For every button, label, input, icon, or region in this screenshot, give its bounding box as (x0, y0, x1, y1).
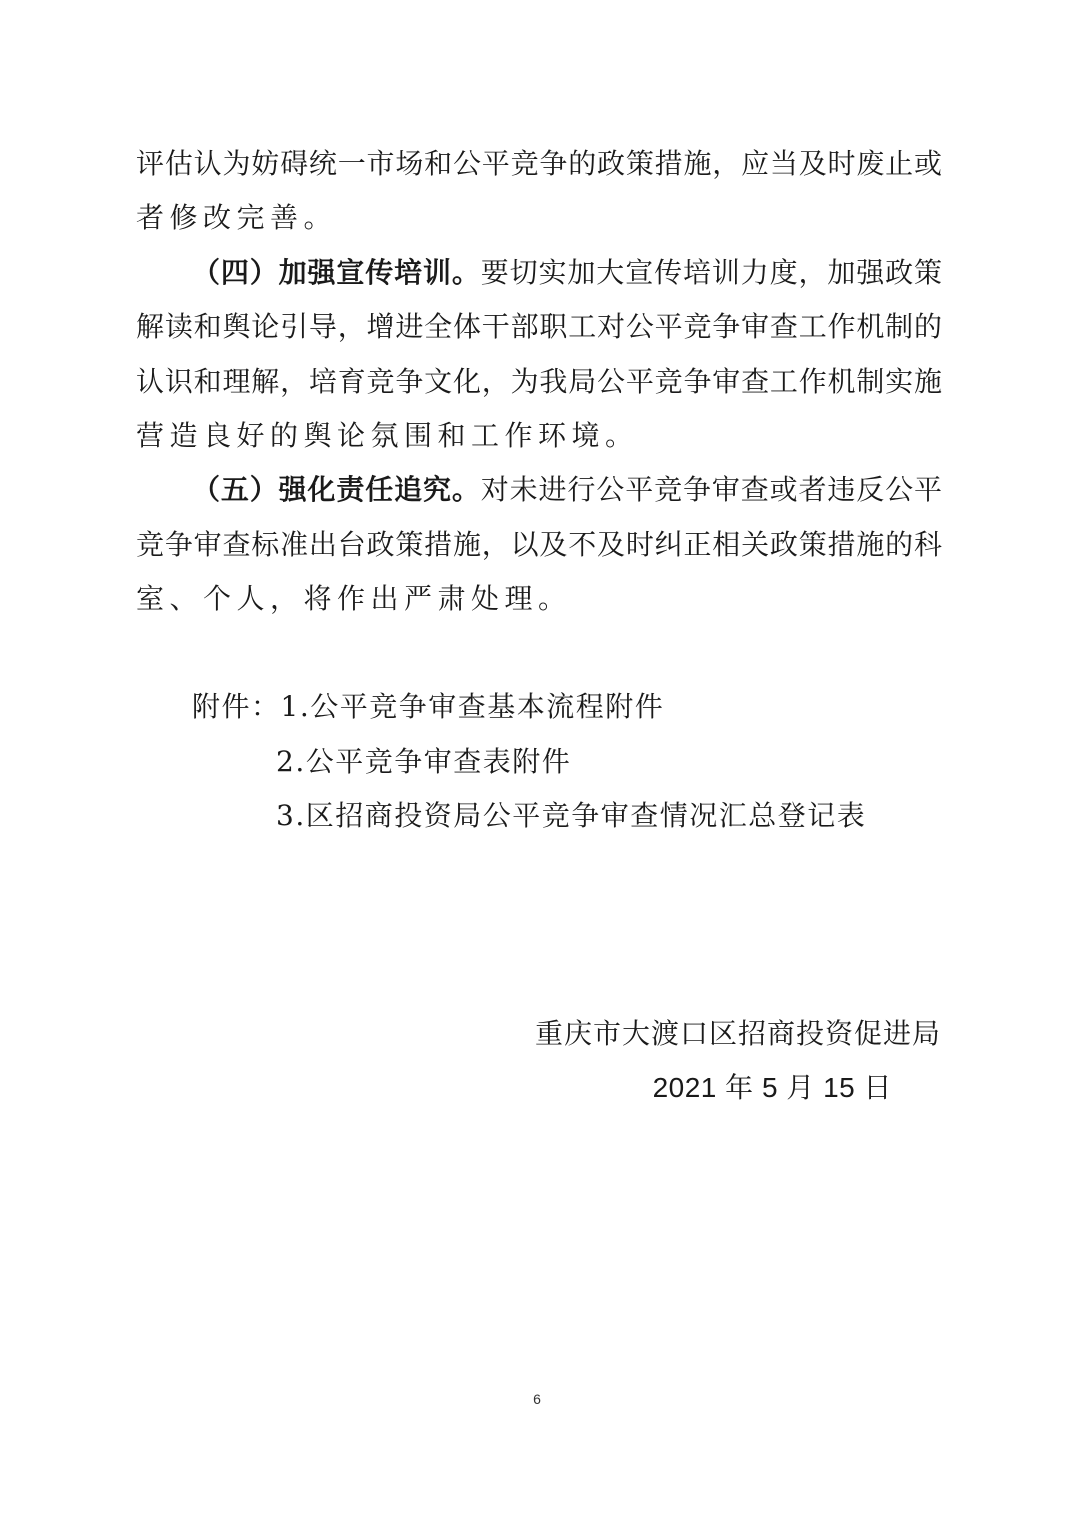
para3-line3: 室、个人，将作出严肃处理。 (136, 582, 572, 615)
para2-line2: 解读和舆论引导，增进全体干部职工对公平竞争审查工作机制的 (136, 310, 942, 343)
para3-heading: （五）强化责任追究。 (192, 473, 481, 506)
signature-org: 重庆市大渡口区招商投资促进局 (534, 1017, 941, 1050)
para3-line1 (192, 470, 942, 510)
attachment-item-2: 2.公平竞争审查表附件 (276, 745, 572, 778)
para2-heading: （四）加强宣传培训。 (192, 256, 481, 289)
signature-date: 2021 年 5 月 15 日 (652, 1072, 892, 1103)
para2-line3: 认识和理解，培育竞争文化，为我局公平竞争审查工作机制实施 (136, 365, 942, 398)
para1-line1: 评估认为妨碍统一市场和公平竞争的政策措施，应当及时废止或 (136, 147, 942, 180)
para3-line1-rest: 对未进行公平竞争审查或者违反公平 (480, 473, 942, 506)
page-number: 6 (533, 1391, 541, 1407)
para2-line4: 营造良好的舆论氛围和工作环境。 (136, 419, 639, 452)
para1-line2: 者修改完善。 (136, 201, 338, 234)
attachments-label: 附件： (192, 690, 281, 723)
attachment-item-1: 附件：1.公平竞争审查基本流程附件 (192, 690, 665, 723)
attachment-item-3: 3.区招商投资局公平竞争审查情况汇总登记表 (276, 799, 867, 832)
para2-line1 (192, 253, 942, 293)
para3-line2: 竞争审查标准出台政策措施，以及不及时纠正相关政策措施的科 (136, 528, 942, 561)
para2-line1-rest: 要切实加大宣传培训力度，加强政策 (480, 256, 942, 289)
